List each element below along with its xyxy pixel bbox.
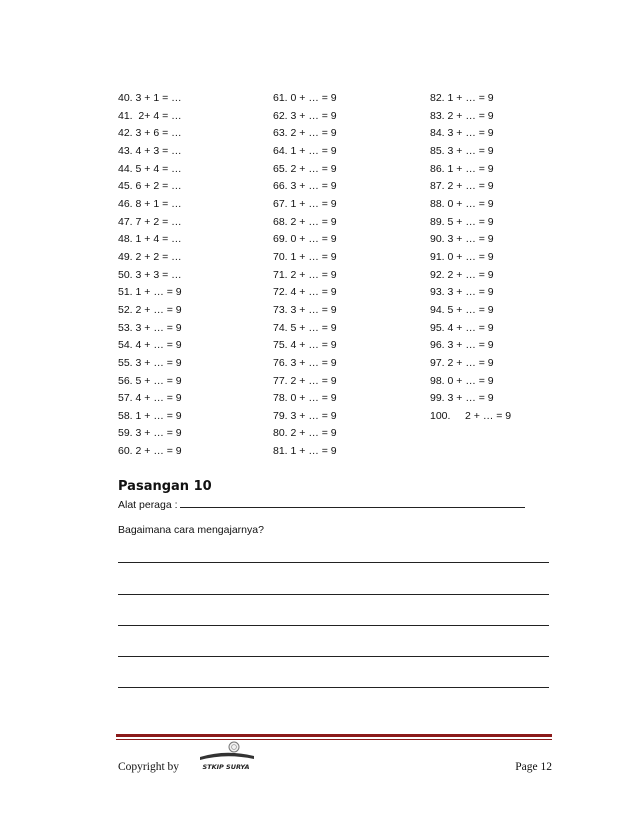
exercise-item: 99. 3 + … = 9 <box>430 392 494 405</box>
exercise-item: 70. 1 + … = 9 <box>273 250 337 263</box>
stkip-surya-logo <box>196 740 256 776</box>
exercise-item: 56. 5 + … = 9 <box>118 374 182 387</box>
exercise-item: 51. 1 + … = 9 <box>118 286 182 299</box>
exercise-item: 92. 2 + … = 9 <box>430 268 494 281</box>
exercise-item: 100. 2 + … = 9 <box>430 409 512 422</box>
exercise-item: 96. 3 + … = 9 <box>430 339 494 352</box>
exercise-item: 87. 2 + … = 9 <box>430 180 494 193</box>
exercise-item: 76. 3 + … = 9 <box>273 356 337 369</box>
exercise-item: 67. 1 + … = 9 <box>273 197 337 210</box>
exercise-item: 52. 2 + … = 9 <box>118 303 182 316</box>
exercise-column-3 <box>430 90 511 425</box>
exercise-item: 80. 2 + … = 9 <box>273 427 337 440</box>
exercise-item: 79. 3 + … = 9 <box>273 409 337 422</box>
exercise-item: 63. 2 + … = 9 <box>273 127 337 140</box>
exercise-item: 65. 2 + … = 9 <box>273 162 337 175</box>
exercise-item: 95. 4 + … = 9 <box>430 321 494 334</box>
exercise-item: 42. 3 + 6 = … <box>118 127 182 140</box>
exercise-item: 78. 0 + … = 9 <box>273 392 337 405</box>
section-heading: Pasangan 10 <box>118 479 212 494</box>
exercise-item: 71. 2 + … = 9 <box>273 268 337 281</box>
exercise-item: 48. 1 + 4 = … <box>118 233 182 246</box>
answer-line <box>118 562 549 563</box>
page-number: Page 12 <box>515 761 552 773</box>
exercise-item: 44. 5 + 4 = … <box>118 162 182 175</box>
copyright-text: Copyright by <box>118 761 180 773</box>
footer-rule-thin <box>116 739 552 740</box>
exercise-item: 81. 1 + … = 9 <box>273 445 337 458</box>
exercise-item: 49. 2 + 2 = … <box>118 250 182 263</box>
tools-blank <box>180 498 525 508</box>
exercise-item: 64. 1 + … = 9 <box>273 144 337 157</box>
question-text: Bagaimana cara mengajarnya? <box>118 524 264 536</box>
exercise-item: 61. 0 + … = 9 <box>273 92 337 104</box>
footer-rule <box>116 734 552 737</box>
exercise-item: 86. 1 + … = 9 <box>430 162 494 175</box>
exercise-item: 84. 3 + … = 9 <box>430 127 494 140</box>
exercise-item: 43. 4 + 3 = … <box>118 144 182 157</box>
exercise-item: 60. 2 + … = 9 <box>118 445 182 458</box>
answer-line <box>118 594 549 595</box>
exercise-item: 68. 2 + … = 9 <box>273 215 337 228</box>
exercise-item: 57. 4 + … = 9 <box>118 392 182 405</box>
exercise-item: 58. 1 + … = 9 <box>118 409 182 422</box>
exercise-item: 45. 6 + 2 = … <box>118 180 182 193</box>
exercise-item: 90. 3 + … = 9 <box>430 233 494 246</box>
exercise-item: 82. 1 + … = 9 <box>430 92 494 104</box>
exercise-item: 47. 7 + 2 = … <box>118 215 182 228</box>
exercise-item: 75. 4 + … = 9 <box>273 339 337 352</box>
answer-line <box>118 656 549 657</box>
exercise-item: 46. 8 + 1 = … <box>118 197 182 210</box>
exercise-item: 85. 3 + … = 9 <box>430 144 494 157</box>
exercise-item: 53. 3 + … = 9 <box>118 321 182 334</box>
logo-text: STKIP SURYA <box>202 763 250 771</box>
exercise-item: 69. 0 + … = 9 <box>273 233 337 246</box>
exercise-item: 83. 2 + … = 9 <box>430 109 494 122</box>
exercise-item: 98. 0 + … = 9 <box>430 374 494 387</box>
exercise-item: 50. 3 + 3 = … <box>118 268 182 281</box>
tools-label: Alat peraga : <box>118 499 178 511</box>
exercise-item: 93. 3 + … = 9 <box>430 286 494 299</box>
exercise-item: 91. 0 + … = 9 <box>430 250 494 263</box>
exercise-item: 62. 3 + … = 9 <box>273 109 337 122</box>
exercise-item: 40. 3 + 1 = … <box>118 92 182 104</box>
tools-line <box>118 498 525 511</box>
exercise-item: 72. 4 + … = 9 <box>273 286 337 299</box>
exercise-item: 97. 2 + … = 9 <box>430 356 494 369</box>
exercise-column-1 <box>118 90 182 461</box>
exercise-item: 73. 3 + … = 9 <box>273 303 337 316</box>
answer-line <box>118 625 549 626</box>
answer-line <box>118 687 549 688</box>
exercise-item: 41. 2+ 4 = … <box>118 109 182 122</box>
exercise-item: 54. 4 + … = 9 <box>118 339 182 352</box>
exercise-item: 88. 0 + … = 9 <box>430 197 494 210</box>
exercise-column-2 <box>273 90 337 461</box>
exercise-item: 55. 3 + … = 9 <box>118 356 182 369</box>
exercise-item: 94. 5 + … = 9 <box>430 303 494 316</box>
exercise-item: 89. 5 + … = 9 <box>430 215 494 228</box>
exercise-item: 74. 5 + … = 9 <box>273 321 337 334</box>
exercise-item: 77. 2 + … = 9 <box>273 374 337 387</box>
exercise-item: 59. 3 + … = 9 <box>118 427 182 440</box>
exercise-item: 66. 3 + … = 9 <box>273 180 337 193</box>
